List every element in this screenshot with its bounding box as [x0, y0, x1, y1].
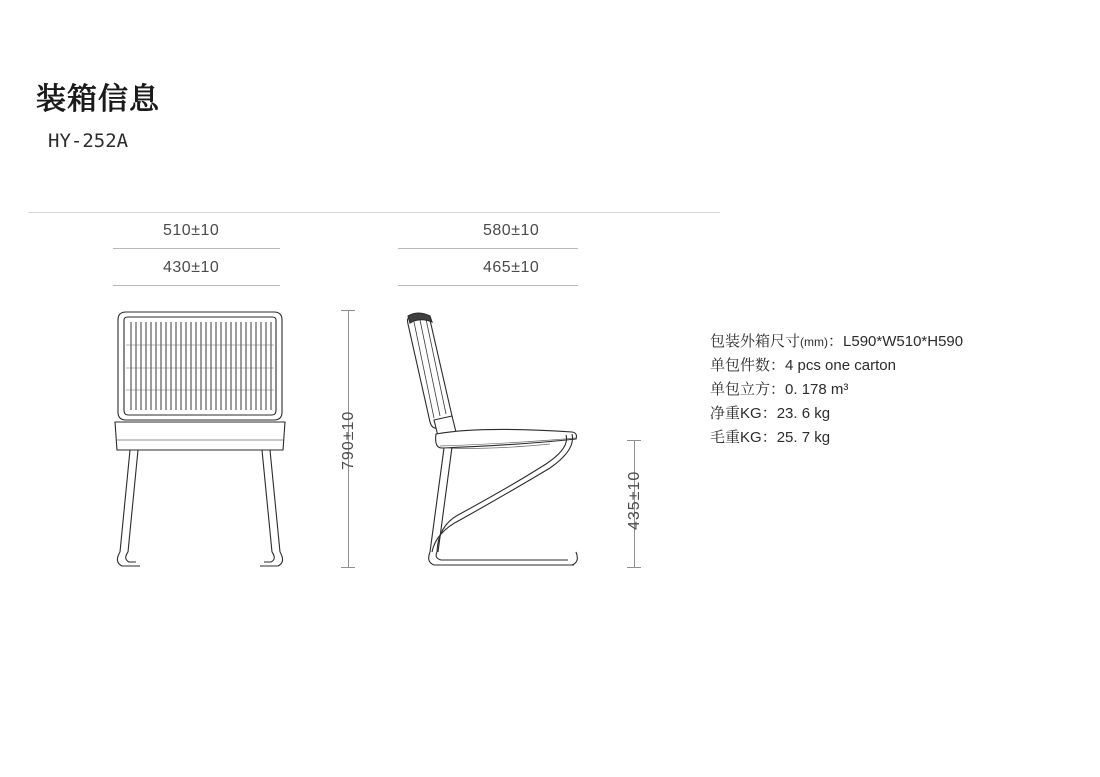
- chair-front-view: [100, 300, 300, 575]
- side-outer-depth-label: 580±10: [483, 222, 540, 239]
- spec-value: 25. 7 kg: [776, 429, 831, 446]
- spec-separator: ：: [770, 357, 786, 374]
- spec-separator: ：: [761, 429, 777, 446]
- side-height-label: 435±10: [626, 470, 643, 530]
- spec-separator: ：: [761, 405, 777, 422]
- side-height-tick-top: [627, 440, 641, 441]
- chair-side-view: [400, 300, 600, 575]
- spec-row-gross-weight: [710, 426, 963, 450]
- model-code: HY-252A: [48, 130, 129, 152]
- spec-label: 包装外箱尺寸: [710, 333, 801, 350]
- spec-unit: (mm): [800, 335, 828, 349]
- header-divider: [28, 212, 720, 213]
- spec-value: 4 pcs one carton: [785, 357, 896, 374]
- spec-separator: ：: [828, 333, 844, 350]
- front-height-tick-top: [341, 310, 355, 311]
- spec-label: 单包立方: [710, 381, 771, 398]
- side-inner-depth-line: [398, 285, 578, 286]
- packing-spec-list: [710, 330, 963, 450]
- front-inner-width-line: [113, 285, 280, 286]
- spec-row-pcs-per-carton: [710, 354, 963, 378]
- spec-value: 23. 6 kg: [776, 405, 831, 422]
- spec-row-net-weight: [710, 402, 963, 426]
- spec-row-volume: [710, 378, 963, 402]
- front-outer-width-line: [113, 248, 280, 249]
- spec-label: 净重KG: [710, 405, 762, 422]
- page-title: 装箱信息: [36, 83, 160, 116]
- front-inner-width-label: 430±10: [163, 259, 220, 276]
- spec-label: 单包件数: [710, 357, 771, 374]
- front-outer-width-label: 510±10: [163, 222, 220, 239]
- front-height-label: 790±10: [340, 410, 357, 470]
- spec-separator: ：: [770, 381, 786, 398]
- spec-label: 毛重KG: [710, 429, 762, 446]
- spec-value: L590*W510*H590: [843, 333, 964, 350]
- spec-value: 0. 178 m³: [785, 381, 849, 398]
- front-height-tick-bottom: [341, 567, 355, 568]
- spec-row-carton-size: [710, 330, 963, 354]
- side-outer-depth-line: [398, 248, 578, 249]
- side-height-tick-bottom: [627, 567, 641, 568]
- side-inner-depth-label: 465±10: [483, 259, 540, 276]
